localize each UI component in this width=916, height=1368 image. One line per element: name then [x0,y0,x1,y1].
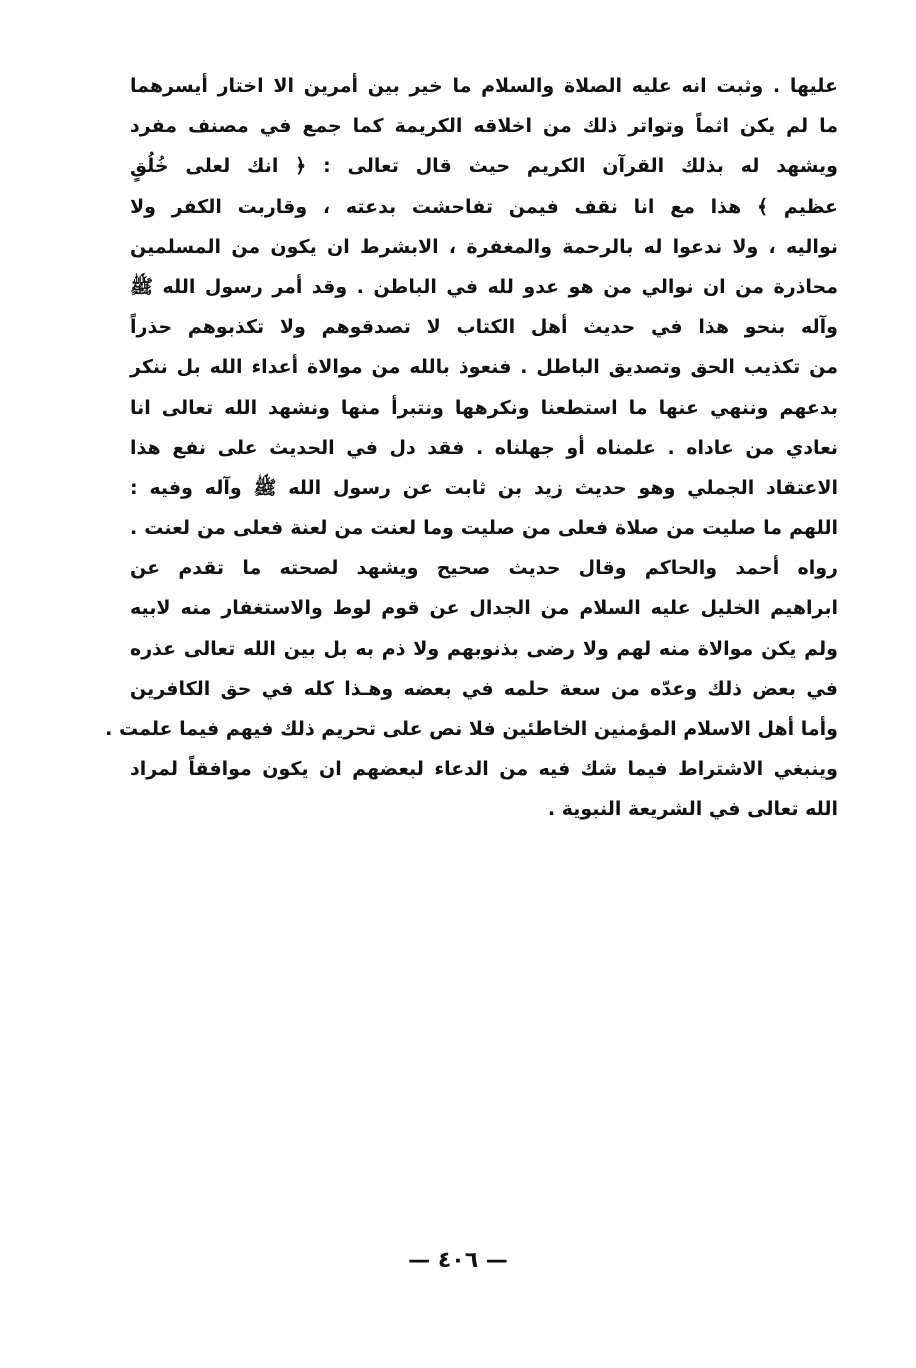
text-line: رواه أحمد والحاكم وقال حديث صحيح ويشهد لصحته ما تقدم عن [130,557,838,580]
text-line: من تكذيب الحق وتصديق الباطل . فنعوذ بالله من موالاة أعداء الله بل ننكر [130,356,838,379]
text-line: بدعهم وننهي عنها ما استطعنا ونكرهها ونتبرأ منها ونشهد الله تعالى انا [130,396,838,419]
text-line: وآله بنحو هذا في حديث أهل الكتاب لا تصدقوهم ولا تكذبوهم حذراً [130,316,838,339]
text-line-last: الله تعالى في الشريعة النبوية . [547,798,838,821]
text-line: ولم يكن موالاة منه لهم ولا رضى بذنوبهم ولا ذم به بل بين الله تعالى عذره [130,637,838,660]
text-line: ما لم يكن اثماً وتواتر ذلك من اخلاقه الكريمة كما جمع في مصنف مفرد [130,115,838,138]
text-line: وينبغي الاشتراط فيما شك فيه من الدعاء لبعضهم ان يكون موافقاً لمراد [130,758,838,781]
body-text [105,66,838,830]
text-line: اللهم ما صليت من صلاة فعلى من صليت وما لعنت من لعنة فعلى من لعنت . [130,517,838,540]
text-line: وأما أهل الاسلام المؤمنين الخاطئين فلا نص على تحريم ذلك فيهم فيما علمت . [105,718,838,740]
text-line: نواليه ، ولا ندعوا له بالرحمة والمغفرة ، الابشرط ان يكون من المسلمين [130,235,838,258]
text-line: عظيم ﴾ هذا مع انا نقف فيمن تفاحشت بدعته ، وقاربت الكفر ولا [130,195,838,218]
page-footer [0,1248,916,1288]
text-line: الاعتقاد الجملي وهو حديث زيد بن ثابت عن رسول الله ﷺ وآله وفيه : [130,476,838,499]
text-line: في بعض ذلك وعدّه من سعة حلمه في بعضه وهـذا كله في حق الكافرين [130,677,838,700]
text-line: عليها . وثبت انه عليه الصلاة والسلام ما خير بين أمرين الا اختار أيسرهما [130,75,838,97]
text-line: ابراهيم الخليل عليه السلام من الجدال عن قوم لوط والاستغفار منه لابيه [130,597,838,620]
page-number: — ٤٠٦ — [408,1248,508,1273]
text-line: محاذرة من ان نوالي من هو عدو لله في الباطن . وقد أمر رسول الله ﷺ [130,275,838,298]
text-line: نعادي من عاداه . علمناه أو جهلناه . فقد دل في الحديث على نفع هذا [130,436,838,459]
text-line: ويشهد له بذلك القرآن الكريم حيث قال تعالى : ﴿ انك لعلى خُلُقٍ [130,155,838,178]
